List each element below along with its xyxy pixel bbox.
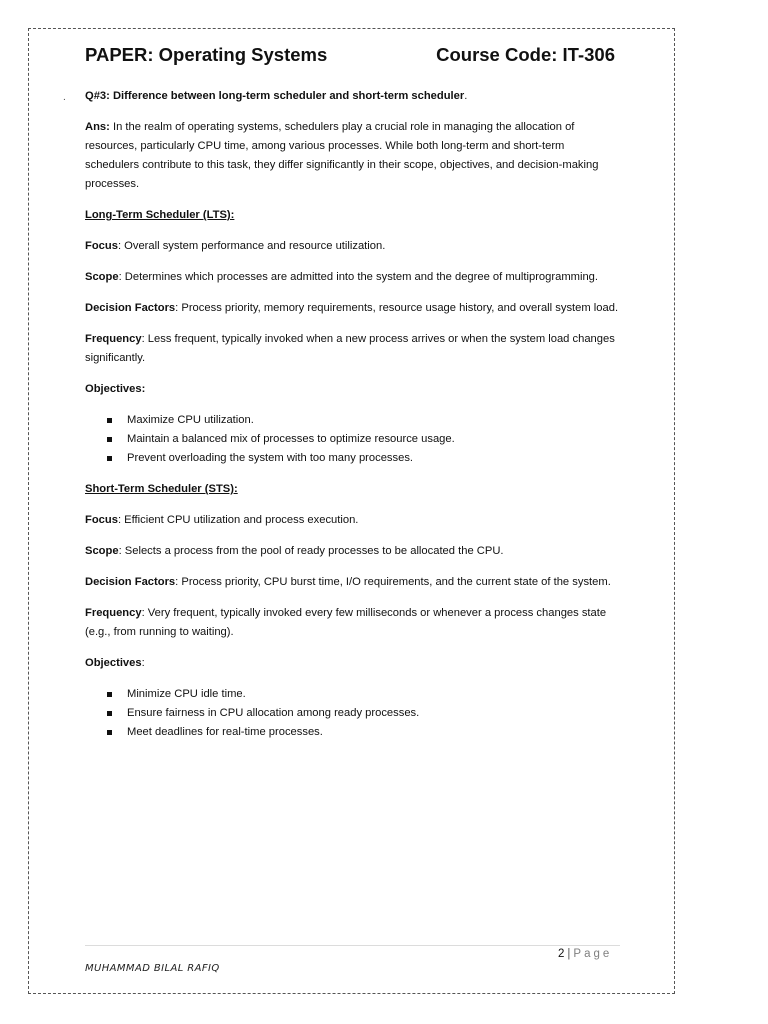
sts-scope (85, 542, 620, 561)
sts-factors-text: : Process priority, CPU burst time, I/O requirements, and the current state of the system. (175, 576, 611, 588)
sts-frequency-text: : Very frequent, typically invoked every few milliseconds or whenever a process changes state (e.g., from running to waiting). (85, 607, 607, 638)
sts-heading: Short-Term Scheduler (STS): (85, 483, 238, 495)
answer-label: Ans: (85, 121, 110, 133)
answer-text: In the realm of operating systems, schedulers play a crucial role in managing the allocation of resources, particularly CPU time, among various processes. While both long-term and short-term schedulers contribute to this task, they differ significantly in their scope, objectives, and decision-making processes. (85, 121, 599, 190)
lts-focus-label: Focus (85, 240, 118, 252)
lts-factors-label: Decision Factors (85, 302, 176, 314)
question-trailing: . (464, 90, 468, 102)
square-bullet-icon (107, 730, 112, 735)
document-body (85, 87, 620, 754)
list-item-text: Ensure fairness in CPU allocation among ready processes. (127, 707, 420, 719)
list-item-text: Maintain a balanced mix of processes to optimize resource usage. (127, 433, 455, 445)
stray-mark: . (63, 92, 66, 103)
lts-objectives (85, 380, 620, 399)
list-item-text: Minimize CPU idle time. (127, 688, 246, 700)
list-item-text: Meet deadlines for real-time processes. (127, 726, 323, 738)
sts-focus-label: Focus (85, 514, 118, 526)
list-item (107, 430, 620, 449)
question (85, 87, 620, 106)
sts-objectives-list (85, 685, 620, 742)
square-bullet-icon (107, 711, 112, 716)
sts-focus-text: : Efficient CPU utilization and process execution. (117, 514, 359, 526)
footer-divider (85, 945, 620, 946)
question-label: Q#3: Difference between long-term scheduler and short-term scheduler (85, 90, 465, 102)
page-separator: | (567, 948, 571, 960)
lts-scope-label: Scope (85, 271, 119, 283)
lts-factors-text: : Process priority, memory requirements, resource usage history, and overall system load. (175, 302, 619, 314)
lts-frequency-text: : Less frequent, typically invoked when a new process arrives or when the system load changes significantly. (85, 333, 615, 364)
sts-scope-text: : Selects a process from the pool of ready processes to be allocated the CPU. (118, 545, 504, 557)
lts-decision-factors (85, 299, 620, 318)
square-bullet-icon (107, 437, 112, 442)
answer-paragraph (85, 118, 620, 194)
sts-objectives-trailing: : (141, 657, 145, 669)
list-item-text: Maximize CPU utilization. (127, 414, 254, 426)
sts-scope-label: Scope (85, 545, 119, 557)
square-bullet-icon (107, 692, 112, 697)
square-bullet-icon (107, 418, 112, 423)
list-item (107, 723, 620, 742)
course-code: Course Code: IT-306 (436, 44, 615, 65)
list-item (107, 704, 620, 723)
sts-decision-factors (85, 573, 620, 592)
lts-scope (85, 268, 620, 287)
sts-frequency-label: Frequency (85, 607, 142, 619)
list-item-text: Prevent overloading the system with too many processes. (127, 452, 414, 464)
page-word: Page (573, 948, 613, 960)
list-item (107, 411, 620, 430)
lts-frequency (85, 330, 620, 368)
sts-factors-label: Decision Factors (85, 576, 176, 588)
list-item (107, 685, 620, 704)
author-name: MUHAMMAD BILAL RAFIQ (85, 963, 220, 974)
sts-frequency (85, 604, 620, 642)
sts-focus (85, 511, 620, 530)
page-number (558, 948, 612, 960)
lts-frequency-label: Frequency (85, 333, 142, 345)
square-bullet-icon (107, 456, 112, 461)
lts-heading: Long-Term Scheduler (LTS): (85, 209, 235, 221)
paper-title: PAPER: Operating Systems (85, 44, 328, 65)
list-item (107, 449, 620, 468)
lts-focus-text: : Overall system performance and resource utilization. (117, 240, 386, 252)
lts-objectives-list (85, 411, 620, 468)
lts-focus (85, 237, 620, 256)
lts-objectives-label: Objectives: (85, 383, 146, 395)
sts-objectives (85, 654, 620, 673)
page-header (85, 44, 615, 70)
page-number-value: 2 (558, 948, 565, 960)
lts-scope-text: : Determines which processes are admitted into the system and the degree of multiprogramming. (118, 271, 599, 283)
sts-objectives-label: Objectives (85, 657, 142, 669)
